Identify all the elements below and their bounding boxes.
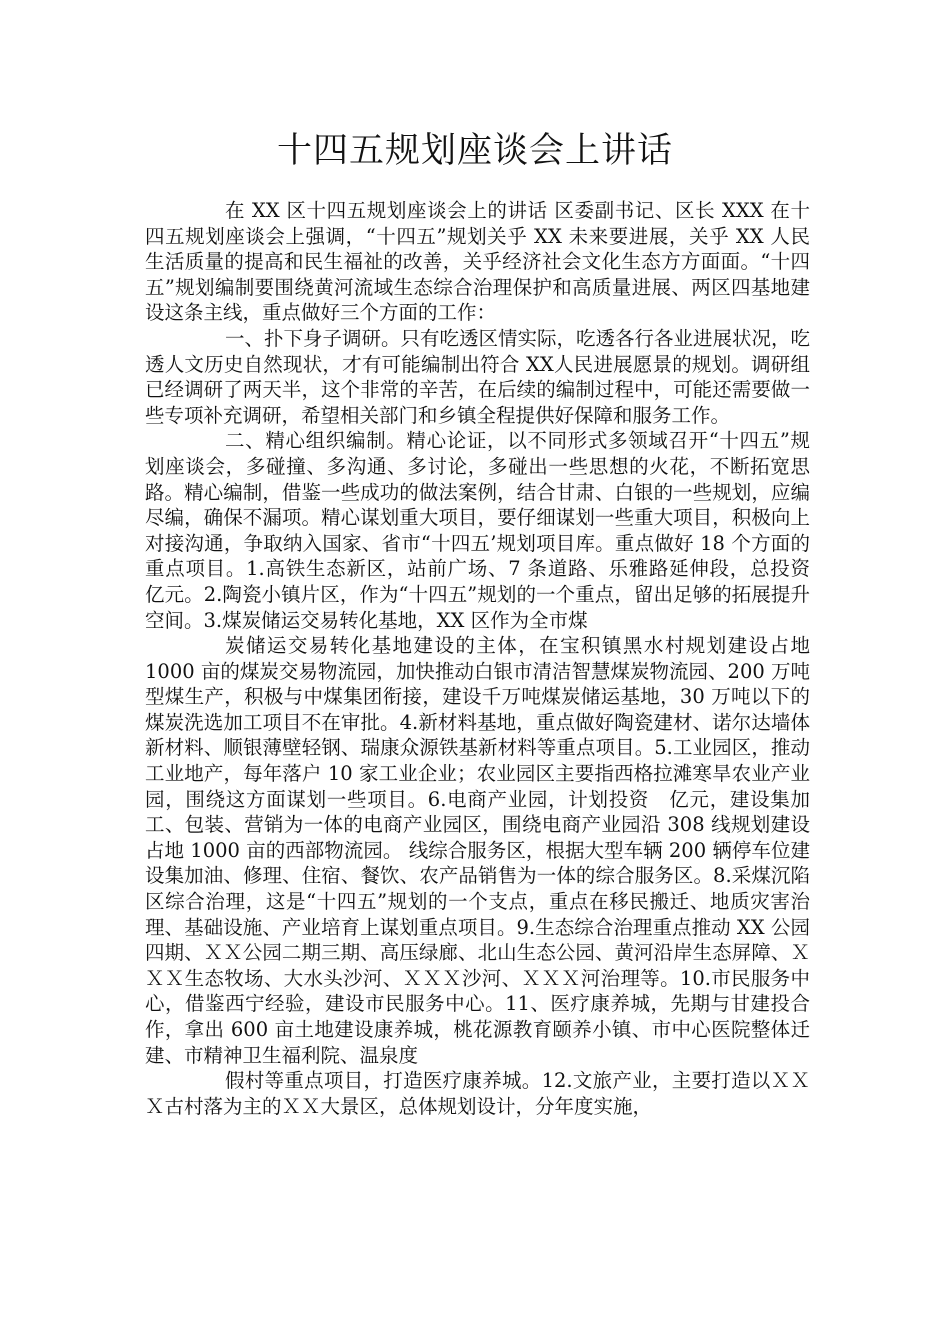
document-body (145, 198, 830, 1119)
paragraph-projects: 炭储运交易转化基地建设的主体，在宝积镇黑水村规划建设占地 1000 亩的煤炭交易物流园，加快推动白银市清洁智慧煤炭物流园、200 万吨型煤生产，积极与中煤集团衔接，建设千万吨煤炭储运基地，30 万吨以下的煤炭洗选加工项目不在审批。4.新材料基地，重点做好陶瓷建材、诺尔达墙体新材料、顺银薄壁轻钢、瑞康众源铁基新材料等重点项目。5.工业园区，推动工业地产，每年落户 10 家工业企业；农业园区主要指西格拉滩寒旱农业产业园，围绕这方面谋划一些项目。6.电商产业园，计划投资 亿元，建设集加工、包装、营销为一体的电商产业园区，围绕电商产业园沿 308 线规划建设占地 1000 亩的西部物流园。 线综合服务区，根据大型车辆 200 辆停车位建设集加油、修理、住宿、餐饮、农产品销售为一体的综合服务区。8.采煤沉陷区综合治理，这是“十四五”规划的一个支点，重点在移民搬迁、地质灾害治理、基础设施、产业培育上谋划重点项目。9.生态综合治理重点推动 XX 公园四期、ＸＸ公园二期三期、高压绿廊、北山生态公园、黄河沿岸生态屏障、ＸＸＸ生态牧场、大水头沙河、ＸＸＸ沙河、ＸＸＸ河治理等。10.市民服务中心，借鉴西宁经验，建设市民服务中心。11、医疗康养城，先期与甘建投合作，拿出 600 亩土地建设康养城，桃花源教育颐养小镇、市中心医院整体迁建、市精神卫生福利院、温泉度 (145, 634, 810, 1067)
paragraph-tourism: 假村等重点项目，打造医疗康养城。12.文旅产业，主要打造以ＸＸＸ古村落为主的ＸＸ大景区，总体规划设计，分年度实施， (145, 1069, 810, 1118)
paragraph-intro: 在 XX 区十四五规划座谈会上的讲话 区委副书记、区长 XXX 在十四五规划座谈会上强调，“十四五”规划关乎 XX 未来要进展，关乎 XX 人民生活质量的提高和民生福祉的改善，关乎经济社会文化生态方方面面。“十四五”规划编制要围绕黄河流域生态综合治理保护和高质量进展、两区四基地建设这条主线，重点做好三个方面的工作： (145, 199, 810, 325)
document-title: 十四五规划座谈会上讲话 (276, 131, 673, 171)
paragraph-planning: 二、精心组织编制。精心论证，以不同形式多领域召开“十四五”规划座谈会，多碰撞、多沟通、多讨论，多碰出一些思想的火花，不断拓宽思路。精心编制，借鉴一些成功的做法案例，结合甘肃、白银的一些规划，应编尽编，确保不漏项。精心谋划重大项目，要仔细谋划一些重大项目，积极向上对接沟通，争取纳入国家、省市“十四五’规划项目库。重点做好 18 个方面的重点项目。1.高铁生态新区，站前广场、7 条道路、乐雅路延伸段，总投资 亿元。2.陶瓷小镇片区，作为“十四五”规划的一个重点，留出足够的拓展提升空间。3.煤炭储运交易转化基地，XX 区作为全市煤 (145, 429, 830, 632)
paragraph-research: 一、扑下身子调研。只有吃透区情实际，吃透各行各业进展状况，吃透人文历史自然现状，才有可能编制出符合 XX人民进展愿景的规划。调研组已经调研了两天半，这个非常的辛苦，在后续的编制过程中，可能还需要做一些专项补充调研，希望相关部门和乡镇全程提供好保障和服务工作。 (145, 326, 811, 427)
